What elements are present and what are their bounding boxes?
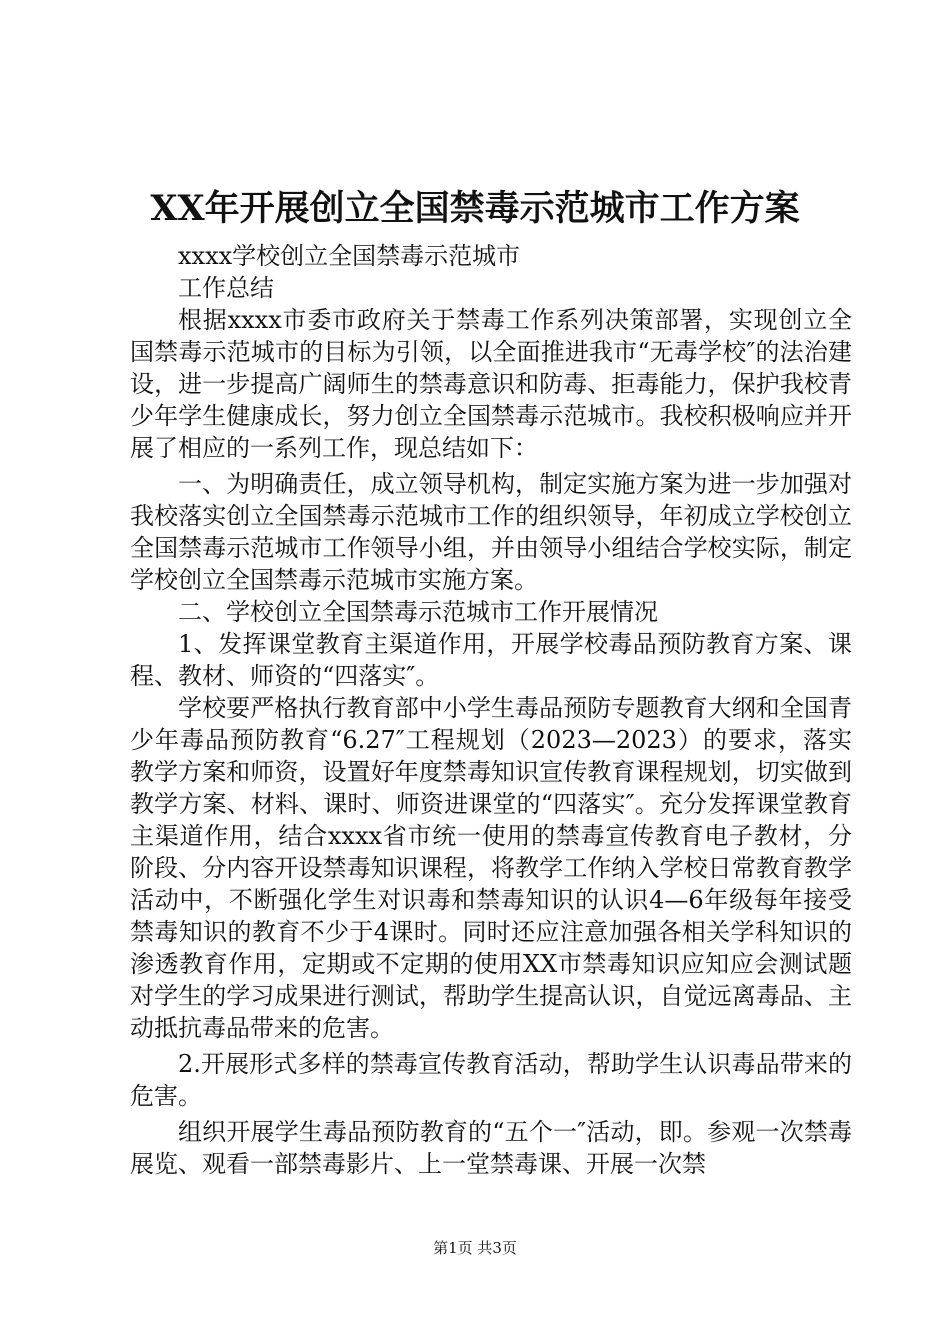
paragraph-subtitle-line-1: xxxx学校创立全国禁毒示范城市: [178, 242, 521, 270]
paragraph-item-2-body: 组织开展学生毒品预防教育的“五个一″活动，即。参观一次禁毒展览、观看一部禁毒影片、上一堂禁毒课、开展一次禁: [130, 1118, 852, 1178]
paragraph-section-2-heading: 二、学校创立全国禁毒示范城市工作开展情况: [178, 598, 658, 626]
paragraph-intro: 根据xxxx市委市政府关于禁毒工作系列决策部署，实现创立全国禁毒示范城市的目标为引领，以全面推进我市“无毒学校″的法治建设，进一步提高广阔师生的禁毒意识和防毒、拒毒能力，保护我校青少年学生健康成长，努力创立全国禁毒示范城市。我校积极响应并开展了相应的一系列工作，现总结如下：: [130, 306, 852, 462]
page-footer: 第1页 共3页: [433, 1239, 517, 1257]
paragraph-section-1: 一、为明确责任，成立领导机构，制定实施方案为进一步加强对我校落实创立全国禁毒示范城市工作的组织领导，年初成立学校创立全国禁毒示范城市工作领导小组，并由领导小组结合学校实际，制定学校创立全国禁毒示范城市实施方案。: [130, 470, 852, 594]
paragraph-item-2-heading: 2.开展形式多样的禁毒宣传教育活动，帮助学生认识毒品带来的危害。: [130, 1050, 852, 1110]
paragraph-subtitle-line-2: 工作总结: [178, 274, 274, 302]
paragraph-item-1-heading: 1、发挥课堂教育主渠道作用，开展学校毒品预防教育方案、课程、教材、师资的“四落实″。: [130, 630, 852, 690]
paragraph-item-1-body: 学校要严格执行教育部中小学生毒品预防专题教育大纲和全国青少年毒品预防教育“6.27″工程规划（2023—2023）的要求，落实教学方案和师资，设置好年度禁毒知识宣传教育课程规划，切实做到教学方案、材料、课时、师资进课堂的“四落实″。充分发挥课堂教育主渠道作用，结合xxxx省市统一使用的禁毒宣传教育电子教材，分阶段、分内容开设禁毒知识课程，将教学工作纳入学校日常教育教学活动中，不断强化学生对识毒和禁毒知识的认识4—6年级每年接受禁毒知识的教育不少于4课时。同时还应注意加强各相关学科知识的渗透教育作用，定期或不定期的使用XX市禁毒知识应知应会测试题对学生的学习成果进行测试，帮助学生提高认识，自觉远离毒品、主动抵抗毒品带来的危害。: [130, 694, 852, 1042]
document-body: [130, 240, 852, 1180]
document-title: XX年开展创立全国禁毒示范城市工作方案: [150, 188, 800, 229]
